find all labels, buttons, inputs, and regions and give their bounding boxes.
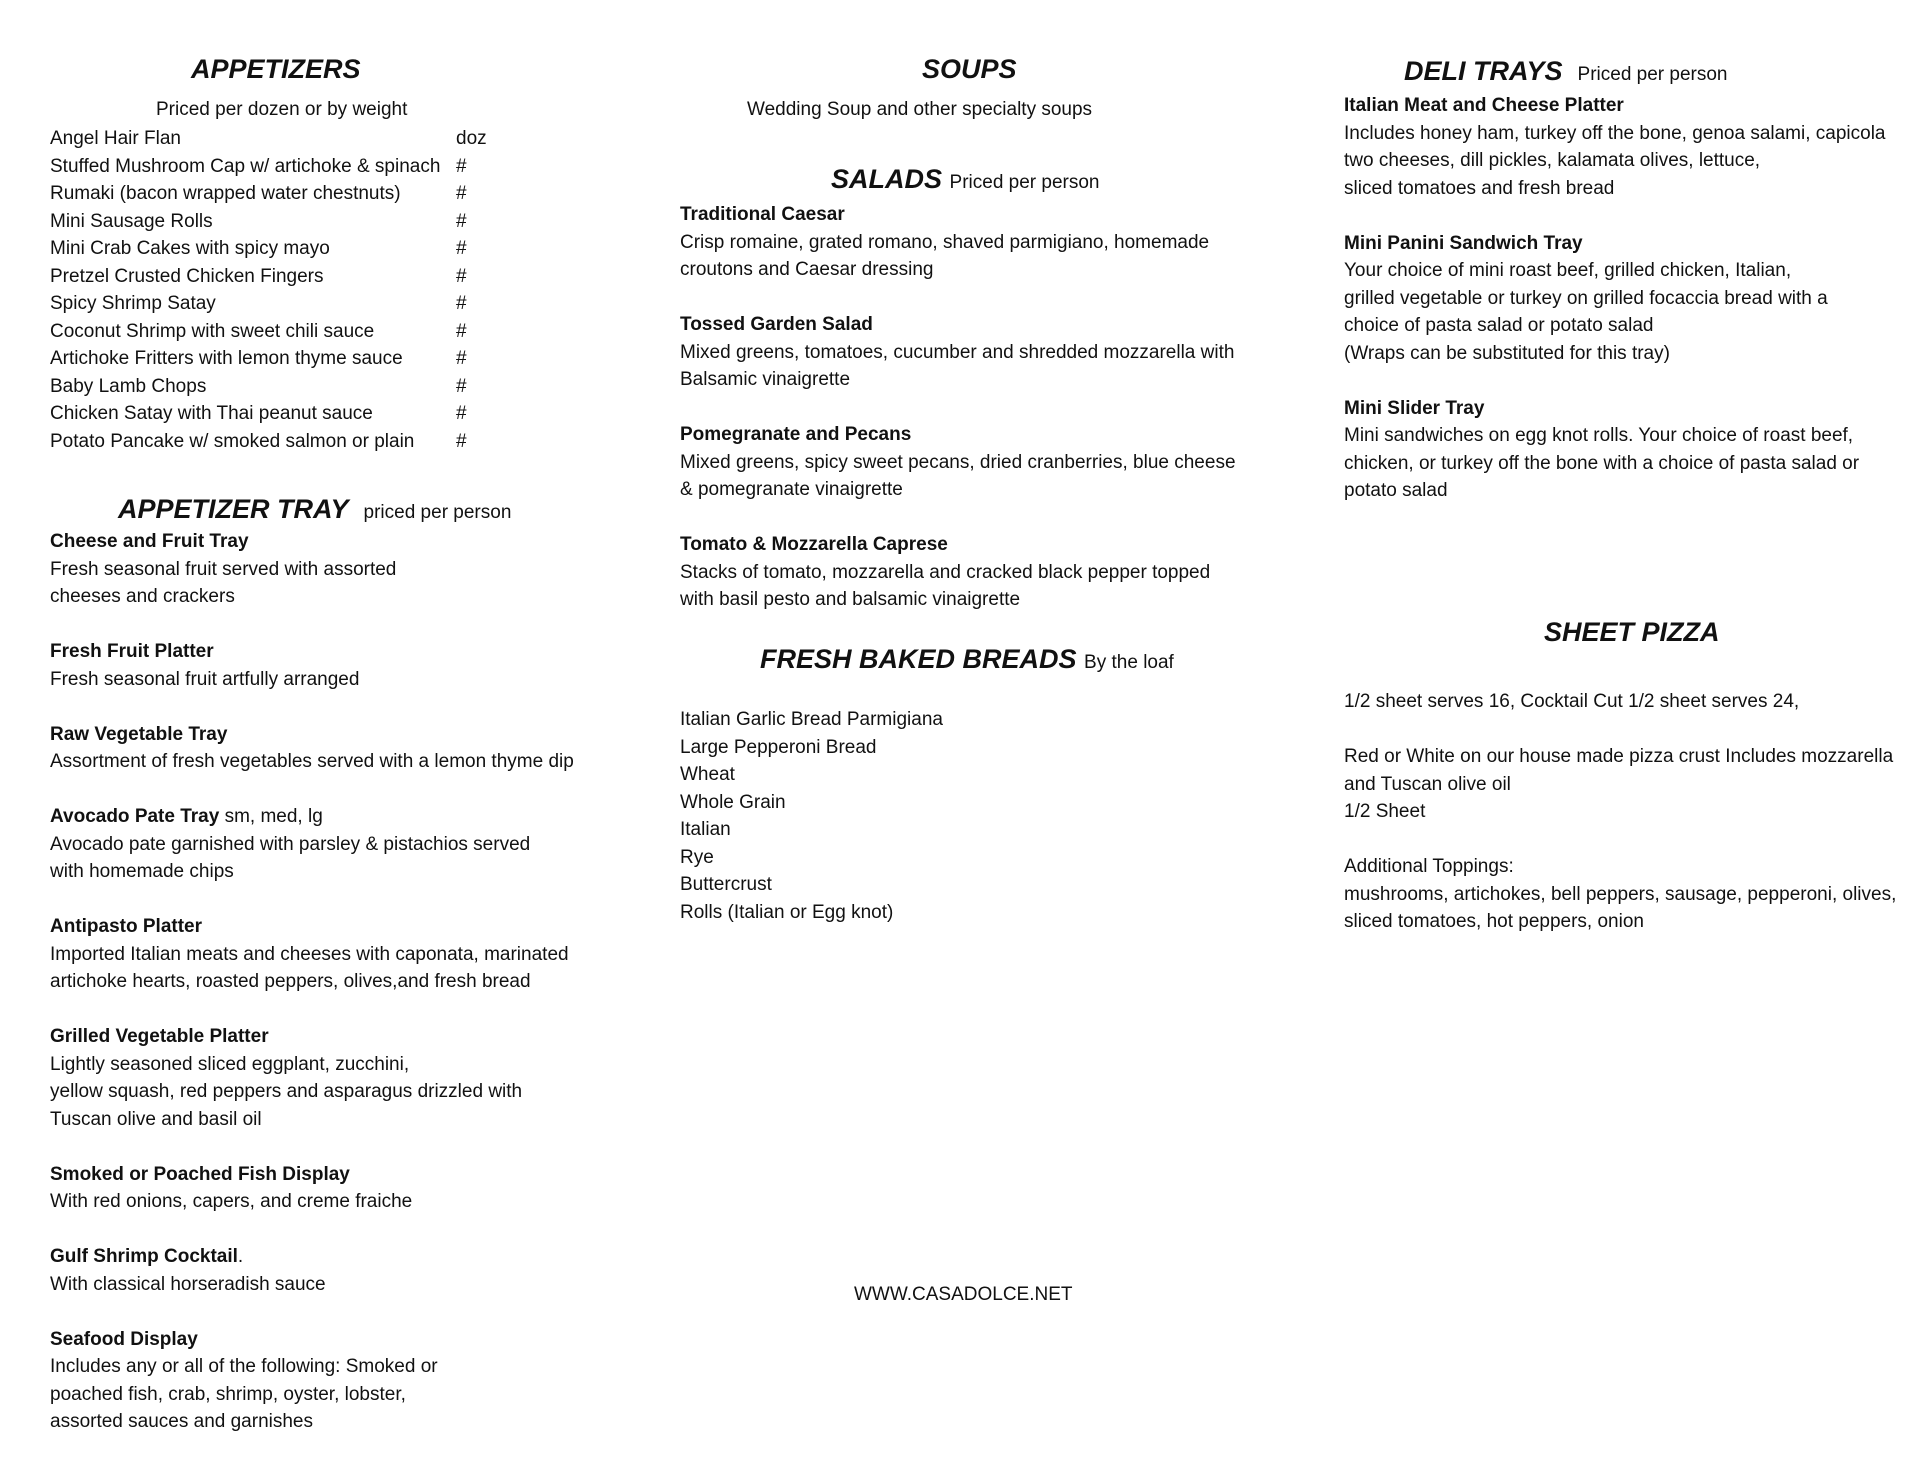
- appetizers-subtitle: Priced per dozen or by weight: [156, 99, 408, 120]
- tray-item: [50, 913, 574, 996]
- appetizer-name: Angel Hair Flan: [50, 128, 181, 149]
- salad-item-name: Traditional Caesar: [680, 204, 845, 225]
- tray-item-desc: poached fish, crab, shrimp, oyster, lobster,: [50, 1383, 406, 1405]
- salads-heading: SALADS: [831, 164, 943, 194]
- tray-item-name: Cheese and Fruit Tray: [50, 531, 249, 552]
- deli-item-desc: Mini sandwiches on egg knot rolls. Your choice of roast beef,: [1344, 425, 1854, 446]
- bread-item: Whole Grain: [680, 791, 786, 813]
- deli-item-desc: Your choice of mini roast beef, grilled chicken, Italian,: [1344, 260, 1792, 281]
- tray-item: [50, 803, 574, 886]
- deli-trays-heading: DELI TRAYS: [1404, 56, 1563, 86]
- deli-item-name: Mini Panini Sandwich Tray: [1344, 232, 1583, 254]
- appetizer-item: [50, 235, 650, 263]
- salads-list: [680, 201, 1236, 614]
- tray-item-desc: Imported Italian meats and cheeses with caponata, marinated: [50, 943, 569, 965]
- appetizer-name: Baby Lamb Chops: [50, 375, 207, 397]
- bread-item: Wheat: [680, 764, 735, 785]
- website-link[interactable]: WWW.CASADOLCE.NET: [854, 1284, 1073, 1305]
- breads-title: [760, 644, 1174, 675]
- deli-trays-subtitle: Priced per person: [1577, 64, 1728, 85]
- salad-item-name: Tomato & Mozzarella Caprese: [680, 534, 948, 555]
- tray-item-name: Avocado Pate Tray: [50, 806, 220, 827]
- bread-item: Rye: [680, 846, 714, 868]
- tray-item-desc: with homemade chips: [50, 861, 234, 882]
- tray-item: [50, 1161, 574, 1216]
- appetizer-item: [50, 373, 650, 401]
- tray-item-suffix: sm, med, lg: [219, 806, 323, 827]
- sheet-pizza-body: [1344, 688, 1896, 936]
- tray-item-desc: Fresh seasonal fruit artfully arranged: [50, 668, 360, 690]
- tray-item-desc: Avocado pate garnished with parsley & pistachios served: [50, 833, 531, 855]
- appetizer-name: Mini Sausage Rolls: [50, 210, 213, 232]
- appetizer-item: [50, 400, 650, 428]
- tray-item-desc: Includes any or all of the following: Smoked or: [50, 1356, 438, 1377]
- tray-item-desc: artichoke hearts, roasted peppers, olives,and fresh bread: [50, 971, 531, 992]
- toppings-line: mushrooms, artichokes, bell peppers, sausage, pepperoni, olives,: [1344, 883, 1897, 905]
- tray-item-name: Antipasto Platter: [50, 916, 203, 937]
- appetizer-name: Potato Pancake w/ smoked salmon or plain: [50, 430, 415, 452]
- tray-item-name: Seafood Display: [50, 1328, 198, 1350]
- appetizers-title: APPETIZERS: [191, 54, 361, 84]
- appetizer-unit: #: [456, 320, 467, 342]
- deli-item-desc: two cheeses, dill pickles, kalamata olives, lettuce,: [1344, 150, 1761, 171]
- appetizer-name: Chicken Satay with Thai peanut sauce: [50, 403, 373, 424]
- salad-item-desc: Balsamic vinaigrette: [680, 369, 851, 390]
- salad-item: [680, 201, 1236, 284]
- tray-item-desc: Lightly seasoned sliced eggplant, zucchini,: [50, 1053, 410, 1075]
- appetizer-tray-title: [118, 494, 511, 525]
- deli-item-desc: sliced tomatoes and fresh bread: [1344, 177, 1615, 199]
- sheet-pizza-toppings: [1344, 853, 1896, 936]
- tray-item-desc: With red onions, capers, and creme fraiche: [50, 1191, 413, 1212]
- tray-item: [50, 1326, 574, 1436]
- tray-item-name: Raw Vegetable Tray: [50, 723, 228, 745]
- salad-item-name: Tossed Garden Salad: [680, 314, 873, 335]
- appetizer-item: [50, 290, 650, 318]
- bread-item: Italian: [680, 819, 731, 840]
- sheet-pizza-desc-line: and Tuscan olive oil: [1344, 773, 1511, 795]
- appetizer-unit: #: [456, 375, 467, 397]
- appetizer-unit: #: [456, 403, 467, 424]
- appetizer-name: Coconut Shrimp with sweet chili sauce: [50, 320, 375, 342]
- appetizer-item: [50, 153, 650, 181]
- appetizer-item: [50, 318, 650, 346]
- appetizer-item: [50, 208, 650, 236]
- appetizer-item: [50, 345, 650, 373]
- appetizer-unit: #: [456, 238, 467, 259]
- tray-item: [50, 721, 574, 776]
- appetizer-list: [50, 125, 650, 455]
- deli-item-desc: Includes honey ham, turkey off the bone, genoa salami, capicola: [1344, 122, 1886, 144]
- salad-item-desc: croutons and Caesar dressing: [680, 259, 934, 280]
- tray-item-suffix: .: [237, 1246, 244, 1267]
- soups-subtitle: Wedding Soup and other specialty soups: [747, 99, 1093, 120]
- bread-item: Italian Garlic Bread Parmigiana: [680, 709, 943, 730]
- deli-item-desc: potato salad: [1344, 480, 1448, 501]
- breads-list: [680, 706, 943, 926]
- toppings-label: Additional Toppings:: [1344, 856, 1514, 877]
- appetizer-unit: #: [456, 348, 467, 369]
- tray-item-desc: cheeses and crackers: [50, 586, 235, 607]
- appetizer-unit: doz: [456, 128, 487, 149]
- toppings-line: sliced tomatoes, hot peppers, onion: [1344, 911, 1644, 932]
- salad-item: [680, 311, 1236, 394]
- tray-item-desc: Tuscan olive and basil oil: [50, 1108, 262, 1130]
- breads-heading: FRESH BAKED BREADS: [760, 644, 1077, 674]
- tray-item-desc: assorted sauces and garnishes: [50, 1411, 313, 1432]
- bread-item: Large Pepperoni Bread: [680, 736, 877, 758]
- deli-item-name: Mini Slider Tray: [1344, 397, 1485, 419]
- salad-item-desc: Mixed greens, tomatoes, cucumber and shredded mozzarella with: [680, 341, 1235, 363]
- salad-item-desc: with basil pesto and balsamic vinaigrette: [680, 589, 1021, 610]
- tray-item-desc: With classical horseradish sauce: [50, 1273, 326, 1295]
- appetizer-item: [50, 125, 650, 153]
- appetizer-name: Stuffed Mushroom Cap w/ artichoke & spinach: [50, 155, 441, 177]
- appetizer-name: Spicy Shrimp Satay: [50, 293, 216, 314]
- appetizer-tray-subtitle: priced per person: [363, 502, 512, 523]
- sheet-pizza-serving: 1/2 sheet serves 16, Cocktail Cut 1/2 sheet serves 24,: [1344, 691, 1800, 712]
- appetizer-name: Mini Crab Cakes with spicy mayo: [50, 238, 330, 259]
- tray-item-name: Smoked or Poached Fish Display: [50, 1163, 350, 1185]
- deli-item-name: Italian Meat and Cheese Platter: [1344, 95, 1624, 116]
- tray-item-name: Grilled Vegetable Platter: [50, 1026, 269, 1047]
- deli-item: [1344, 230, 1886, 368]
- deli-trays-title: [1404, 56, 1728, 87]
- sheet-pizza-desc-line: Red or White on our house made pizza crust Includes mozzarella: [1344, 746, 1894, 767]
- bread-item: Rolls (Italian or Egg knot): [680, 901, 894, 923]
- salad-item: [680, 531, 1236, 614]
- salad-item-name: Pomegranate and Pecans: [680, 424, 912, 445]
- appetizer-name: Artichoke Fritters with lemon thyme sauce: [50, 348, 403, 369]
- tray-item-desc: yellow squash, red peppers and asparagus drizzled with: [50, 1081, 523, 1102]
- tray-item: [50, 528, 574, 611]
- tray-item: [50, 1243, 574, 1298]
- tray-item-desc: Fresh seasonal fruit served with assorted: [50, 558, 397, 580]
- salads-title: [831, 164, 1100, 195]
- appetizer-name: Pretzel Crusted Chicken Fingers: [50, 265, 324, 287]
- appetizer-unit: #: [456, 430, 467, 452]
- bread-item: Buttercrust: [680, 874, 772, 895]
- deli-item: [1344, 395, 1886, 505]
- tray-item-name: Gulf Shrimp Cocktail: [50, 1246, 238, 1267]
- deli-item-desc: grilled vegetable or turkey on grilled focaccia bread with a: [1344, 287, 1828, 309]
- deli-item-desc: chicken, or turkey off the bone with a choice of pasta salad or: [1344, 452, 1860, 474]
- salad-item-desc: Crisp romaine, grated romano, shaved parmigiano, homemade: [680, 231, 1210, 253]
- breads-subtitle: By the loaf: [1084, 652, 1174, 673]
- salads-subtitle: Priced per person: [949, 172, 1100, 193]
- deli-trays-list: [1344, 92, 1886, 505]
- salad-item: [680, 421, 1236, 504]
- tray-item: [50, 1023, 574, 1133]
- appetizer-item: [50, 180, 650, 208]
- deli-item: [1344, 92, 1886, 202]
- appetizer-unit: #: [456, 293, 467, 314]
- salad-item-desc: Mixed greens, spicy sweet pecans, dried cranberries, blue cheese: [680, 451, 1236, 473]
- sheet-pizza-desc-line: 1/2 Sheet: [1344, 801, 1426, 822]
- salad-item-desc: Stacks of tomato, mozzarella and cracked black pepper topped: [680, 561, 1211, 583]
- deli-item-desc: choice of pasta salad or potato salad: [1344, 315, 1654, 336]
- sheet-pizza-title: SHEET PIZZA: [1544, 617, 1720, 647]
- soups-title: SOUPS: [922, 54, 1017, 84]
- tray-item: [50, 638, 574, 693]
- appetizer-unit: #: [456, 155, 467, 177]
- appetizer-unit: #: [456, 210, 467, 232]
- appetizer-item: [50, 263, 650, 291]
- tray-item-name: Fresh Fruit Platter: [50, 641, 214, 662]
- sheet-pizza-desc: [1344, 743, 1896, 826]
- appetizer-item: [50, 428, 650, 456]
- salad-item-desc: & pomegranate vinaigrette: [680, 479, 903, 500]
- appetizer-name: Rumaki (bacon wrapped water chestnuts): [50, 183, 401, 204]
- appetizer-unit: #: [456, 265, 467, 287]
- tray-item-desc: Assortment of fresh vegetables served with a lemon thyme dip: [50, 751, 574, 772]
- appetizer-tray-heading: APPETIZER TRAY: [118, 494, 349, 524]
- deli-item-desc: (Wraps can be substituted for this tray): [1344, 342, 1670, 364]
- appetizer-tray-list: [50, 528, 574, 1463]
- appetizer-unit: #: [456, 183, 467, 204]
